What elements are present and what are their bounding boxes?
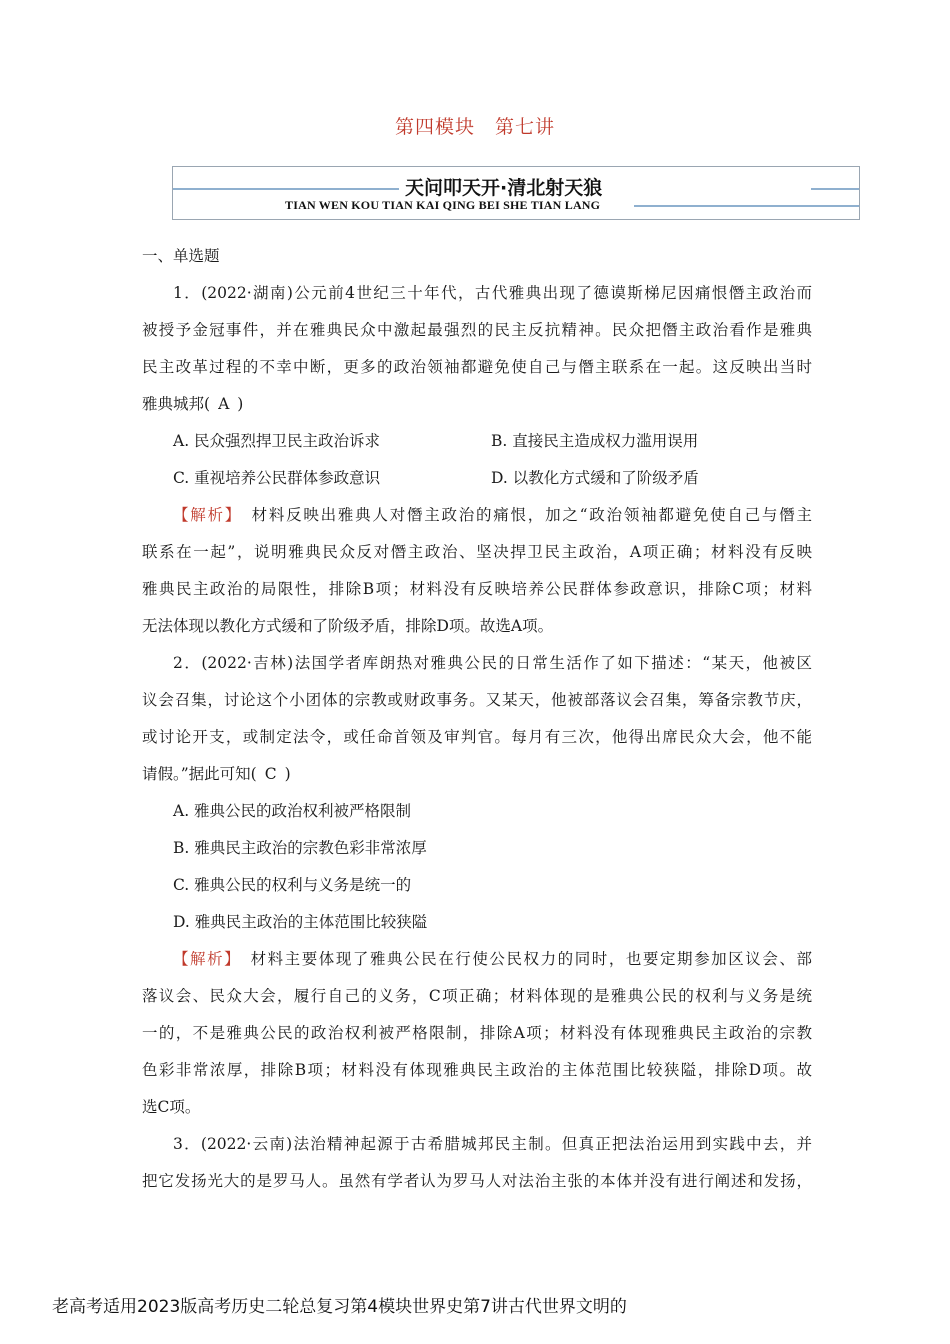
- analysis-line: 雅典民主政治的局限性，排除B项；材料没有反映培养公民群体参政意识，排除C项；材料: [142, 580, 812, 598]
- analysis-line: 无法体现以教化方式缓和了阶级矛盾，排除D项。故选A项。: [142, 617, 554, 635]
- question-stem-line: 或讨论开支，或制定法令，或任命首领及审判官。每月有三次，他得出席民众大会，他不能: [142, 728, 812, 746]
- option-c: C. 雅典公民的权利与义务是统一的: [173, 876, 412, 894]
- option-a: A. 民众强烈捍卫民主政治诉求: [173, 432, 381, 450]
- analysis-line: 一的，不是雅典公民的政治权利被严格限制，排除A项；材料没有体现雅典民主政治的宗教: [142, 1024, 812, 1042]
- option-d: D. 雅典民主政治的主体范围比较狭隘: [173, 913, 428, 931]
- question-stem-line: 把它发扬光大的是罗马人。虽然有学者认为罗马人对法治主张的本体并没有进行阐述和发扬，: [142, 1172, 812, 1190]
- option-b: B. 直接民主造成权力滥用误用: [491, 432, 699, 450]
- analysis-line: 色彩非常浓厚，排除B项；材料没有体现雅典民主政治的主体范围比较狭隘，排除D项。故: [142, 1061, 812, 1079]
- section-label: 一、单选题: [142, 247, 220, 265]
- banner-main-text: 天问叩天开·清北射天狼: [399, 173, 608, 200]
- answer-letter: A: [218, 395, 230, 413]
- analysis-tag: 【解析】: [173, 950, 234, 968]
- footer-caption: 老高考适用2023版高考历史二轮总复习第4模块世界史第7讲古代世界文明的: [52, 1297, 627, 1317]
- analysis-line: 【解析】 材料反映出雅典人对僭主政治的痛恨，加之“政治领袖都避免使自己与僭主: [173, 506, 812, 524]
- option-a: A. 雅典公民的政治权利被严格限制: [173, 802, 412, 820]
- option-c: C. 重视培养公民群体参政意识: [173, 469, 381, 487]
- question-stem-line: 2．(2022·吉林)法国学者库朗热对雅典公民的日常生活作了如下描述：“某天，他被区: [173, 654, 812, 672]
- answer-letter: C: [264, 765, 277, 783]
- banner-sub-text: TIAN WEN KOU TIAN KAI QING BEI SHE TIAN LANG: [285, 198, 601, 212]
- question-stem-line: 1．(2022·湖南)公元前4世纪三十年代，古代雅典出现了德谟斯梯尼因痛恨僭主政治而: [173, 284, 812, 302]
- question-3: [142, 1126, 812, 1200]
- question-stem-last: 雅典城邦( A ): [142, 395, 244, 413]
- option-b: B. 雅典民主政治的宗教色彩非常浓厚: [173, 839, 427, 857]
- question-1: [142, 275, 812, 645]
- banner: [172, 166, 860, 220]
- question-stem-line: 被授予金冠事件，并在雅典民众中激起最强烈的民主反抗精神。民众把僭主政治看作是雅典: [142, 321, 812, 339]
- page-title: 第四模块 第七讲: [394, 116, 555, 138]
- banner-rule-right: [811, 188, 859, 190]
- question-stem-line: 3．(2022·云南)法治精神起源于古希腊城邦民主制。但真正把法治运用到实践中去，并: [173, 1135, 812, 1153]
- analysis-line: 落议会、民众大会，履行自己的义务，C项正确；材料体现的是雅典公民的权利与义务是统: [142, 987, 812, 1005]
- question-stem-line: 议会召集，讨论这个小团体的宗教或财政事务。又某天，他被部落议会召集，筹备宗教节庆，: [142, 691, 812, 709]
- options-row: [142, 460, 812, 497]
- analysis-line: 选C项。: [142, 1098, 201, 1116]
- analysis-line: 联系在一起”，说明雅典民众反对僭主政治、坚决捍卫民主政治，A项正确；材料没有反映: [142, 543, 812, 561]
- option-d: D. 以教化方式缓和了阶级矛盾: [491, 469, 699, 487]
- analysis-line: 【解析】 材料主要体现了雅典公民在行使公民权力的同时，也要定期参加区议会、部: [173, 950, 812, 968]
- options-row: [142, 423, 812, 460]
- document-body: [142, 238, 812, 1200]
- question-2: [142, 645, 812, 1126]
- banner-rule-bottom: [634, 205, 859, 207]
- question-stem-line: 民主改革过程的不幸中断，更多的政治领袖都避免使自己与僭主联系在一起。这反映出当时: [142, 358, 812, 376]
- analysis-tag: 【解析】: [173, 506, 235, 524]
- question-stem-last: 请假。”据此可知( C ): [142, 765, 291, 783]
